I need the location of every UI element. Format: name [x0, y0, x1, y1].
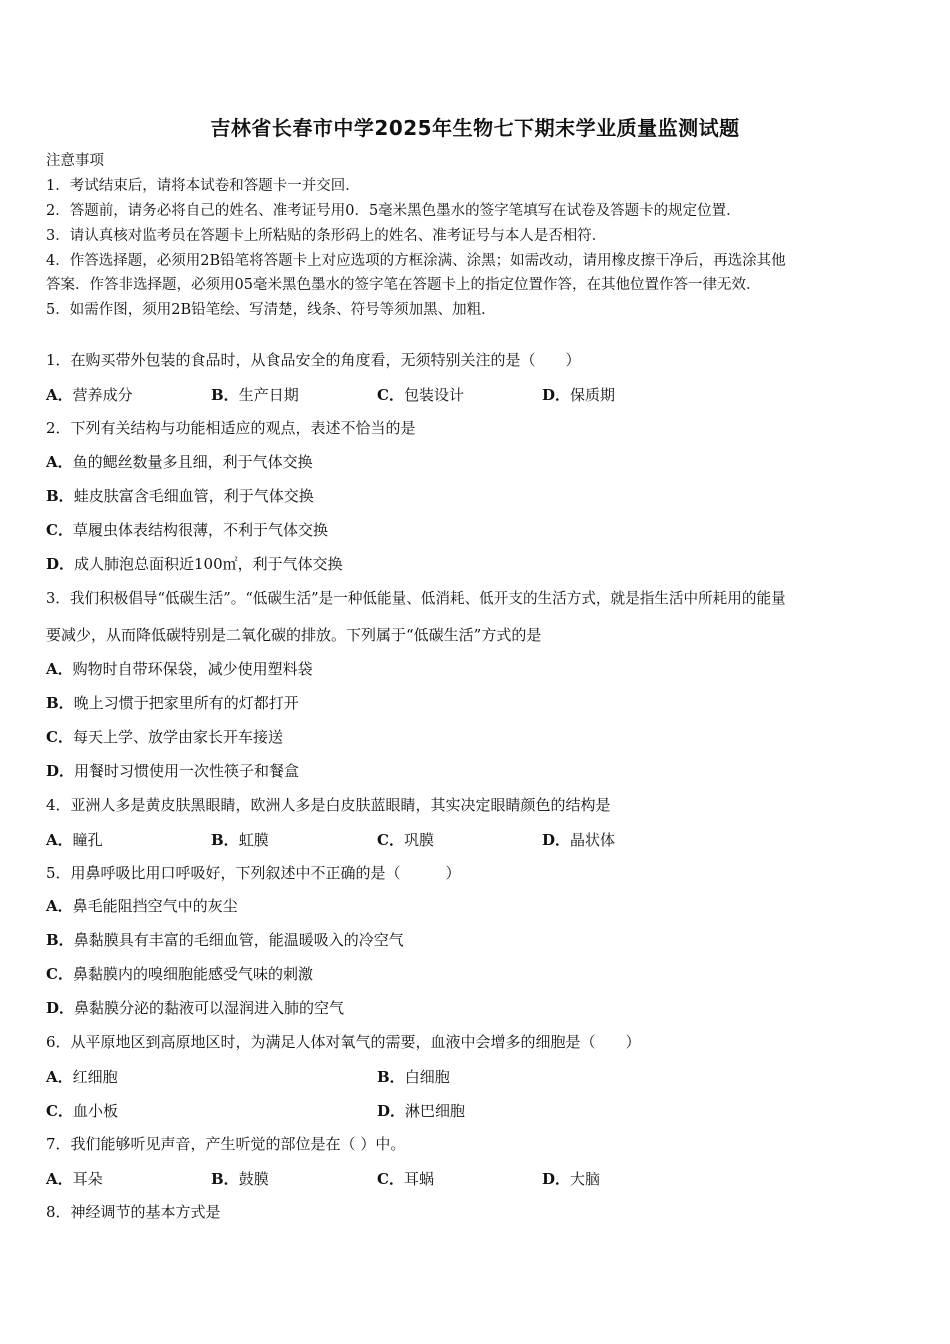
question-stem: 2．下列有关结构与功能相适应的观点，表述不恰当的是: [46, 419, 416, 437]
option-letter: C．: [46, 728, 73, 746]
option: [377, 384, 464, 405]
option-letter: A．: [46, 897, 73, 915]
option-text: 成人肺泡总面积近100㎡，利于气体交换: [74, 555, 343, 573]
option-text: 草履虫体表结构很薄，不利于气体交换: [72, 521, 328, 539]
option-row: [46, 829, 906, 851]
option: [46, 554, 343, 574]
option: [46, 964, 313, 984]
option-text: 耳朵: [72, 1170, 103, 1188]
option: [46, 452, 313, 472]
option-letter: A．: [46, 1068, 73, 1086]
option-letter: B．: [211, 386, 239, 404]
notice-heading: 注意事项: [46, 153, 104, 169]
option-text: 鱼的鳃丝数量多且细，利于气体交换: [72, 453, 313, 471]
option-text: 巩膜: [403, 831, 434, 849]
option: [46, 829, 103, 850]
option-text: 购物时自带环保袋，减少使用塑料袋: [72, 660, 313, 678]
option-text: 鼻毛能阻挡空气中的灰尘: [72, 897, 238, 915]
option-text: 虹膜: [238, 831, 269, 849]
page-title: 吉林省长春市中学2025年生物七下期末学业质量监测试题: [210, 116, 740, 140]
question-stem: 1．在购买带外包装的食品时，从食品安全的角度看，无须特别关注的是（ ）: [46, 351, 581, 369]
option-letter: B．: [46, 694, 74, 712]
option: [46, 896, 238, 916]
option-letter: A．: [46, 386, 73, 404]
option: [46, 761, 299, 781]
option-text: 包装设计: [403, 386, 464, 404]
question-stem: 要减少，从而降低碳特别是二氧化碳的排放。下列属于“低碳生活”方式的是: [46, 626, 542, 644]
option-row: [46, 1100, 906, 1122]
option: [542, 1168, 600, 1189]
option: [46, 384, 133, 405]
option-letter: C．: [377, 386, 404, 404]
option-letter: C．: [377, 1170, 404, 1188]
option-row: [46, 384, 906, 406]
question-stem: 7．我们能够听见声音，产生听觉的部位是在（ ）中。: [46, 1135, 406, 1153]
question-stem: 6．从平原地区到高原地区时，为满足人体对氧气的需要，血液中会增多的细胞是（ ）: [46, 1033, 641, 1051]
option-letter: B．: [211, 1170, 239, 1188]
option: [377, 1168, 434, 1189]
option: [46, 998, 344, 1018]
option: [46, 693, 299, 713]
option: [46, 1066, 118, 1087]
notice-item: 2．答题前，请务必将自己的姓名、准考证号用0．5毫米黑色墨水的签字笔填写在试卷及答题卡的规定位置．: [46, 203, 741, 219]
option-text: 大脑: [570, 1170, 601, 1188]
notice-item: 3．请认真核对监考员在答题卡上所粘贴的条形码上的姓名、准考证号与本人是否相符．: [46, 228, 607, 244]
option: [542, 384, 615, 405]
question-stem: 8．神经调节的基本方式是: [46, 1203, 221, 1221]
notice-item: 答案．作答非选择题，必须用05毫米黑色墨水的签字笔在答题卡上的指定位置作答，在其他位置作答一律无效．: [46, 277, 761, 293]
option-letter: D．: [46, 999, 75, 1017]
option-letter: C．: [46, 521, 73, 539]
option-text: 鼻黏膜具有丰富的毛细血管，能温暖吸入的冷空气: [73, 931, 404, 949]
option-letter: B．: [46, 931, 74, 949]
option-text: 每天上学、放学由家长开车接送: [72, 728, 283, 746]
option: [46, 1168, 103, 1189]
option-letter: B．: [377, 1068, 405, 1086]
option-row: [46, 1168, 906, 1190]
option-letter: D．: [46, 762, 75, 780]
option: [542, 829, 615, 850]
option-letter: D．: [46, 555, 75, 573]
option-letter: A．: [46, 831, 73, 849]
option-text: 血小板: [72, 1102, 118, 1120]
option: [46, 930, 404, 950]
option-letter: A．: [46, 1170, 73, 1188]
notice-item: 1．考试结束后，请将本试卷和答题卡一并交回．: [46, 178, 360, 194]
option-text: 营养成分: [72, 386, 133, 404]
option-text: 淋巴细胞: [405, 1102, 466, 1120]
option-text: 晚上习惯于把家里所有的灯都打开: [73, 694, 299, 712]
option-text: 耳蜗: [403, 1170, 434, 1188]
option-letter: C．: [46, 965, 73, 983]
option-text: 鼓膜: [238, 1170, 269, 1188]
option: [46, 659, 313, 679]
option-letter: D．: [542, 386, 571, 404]
notice-item: 4．作答选择题，必须用2B铅笔将答题卡上对应选项的方框涂满、涂黑；如需改动，请用橡皮擦干净后，再选涂其他: [46, 253, 786, 269]
option: [211, 384, 299, 405]
option-letter: B．: [211, 831, 239, 849]
option-letter: D．: [542, 1170, 571, 1188]
question-stem: 4．亚洲人多是黄皮肤黑眼睛，欧洲人多是白皮肤蓝眼睛，其实决定眼睛颜色的结构是: [46, 796, 611, 814]
option-text: 白细胞: [404, 1068, 450, 1086]
option: [377, 829, 434, 850]
option-text: 瞳孔: [72, 831, 103, 849]
option-letter: A．: [46, 453, 73, 471]
option-text: 保质期: [570, 386, 616, 404]
option-letter: D．: [377, 1102, 406, 1120]
option: [211, 1168, 269, 1189]
option-letter: D．: [542, 831, 571, 849]
option-text: 鼻黏膜内的嗅细胞能感受气味的刺激: [72, 965, 313, 983]
question-stem: 3．我们积极倡导“低碳生活”。“低碳生活”是一种低能量、低消耗、低开支的生活方式，就是指生活中所耗用的能量: [46, 590, 786, 607]
option: [46, 1100, 118, 1121]
option-text: 鼻黏膜分泌的黏液可以湿润进入肺的空气: [74, 999, 345, 1017]
option-text: 蛙皮肤富含毛细血管，利于气体交换: [73, 487, 314, 505]
option: [46, 486, 314, 506]
option: [377, 1100, 465, 1121]
option-letter: A．: [46, 660, 73, 678]
notice-item: 5．如需作图，须用2B铅笔绘、写清楚，线条、符号等须加黑、加粗．: [46, 302, 496, 318]
option-text: 用餐时习惯使用一次性筷子和餐盒: [74, 762, 300, 780]
option: [46, 727, 283, 747]
option-text: 生产日期: [238, 386, 299, 404]
option-letter: C．: [377, 831, 404, 849]
option: [377, 1066, 450, 1087]
option-letter: B．: [46, 487, 74, 505]
option: [211, 829, 269, 850]
option-row: [46, 1066, 906, 1088]
option: [46, 520, 328, 540]
question-stem: 5．用鼻呼吸比用口呼吸好，下列叙述中不正确的是（ ）: [46, 864, 461, 882]
option-letter: C．: [46, 1102, 73, 1120]
option-text: 红细胞: [72, 1068, 118, 1086]
option-text: 晶状体: [570, 831, 616, 849]
